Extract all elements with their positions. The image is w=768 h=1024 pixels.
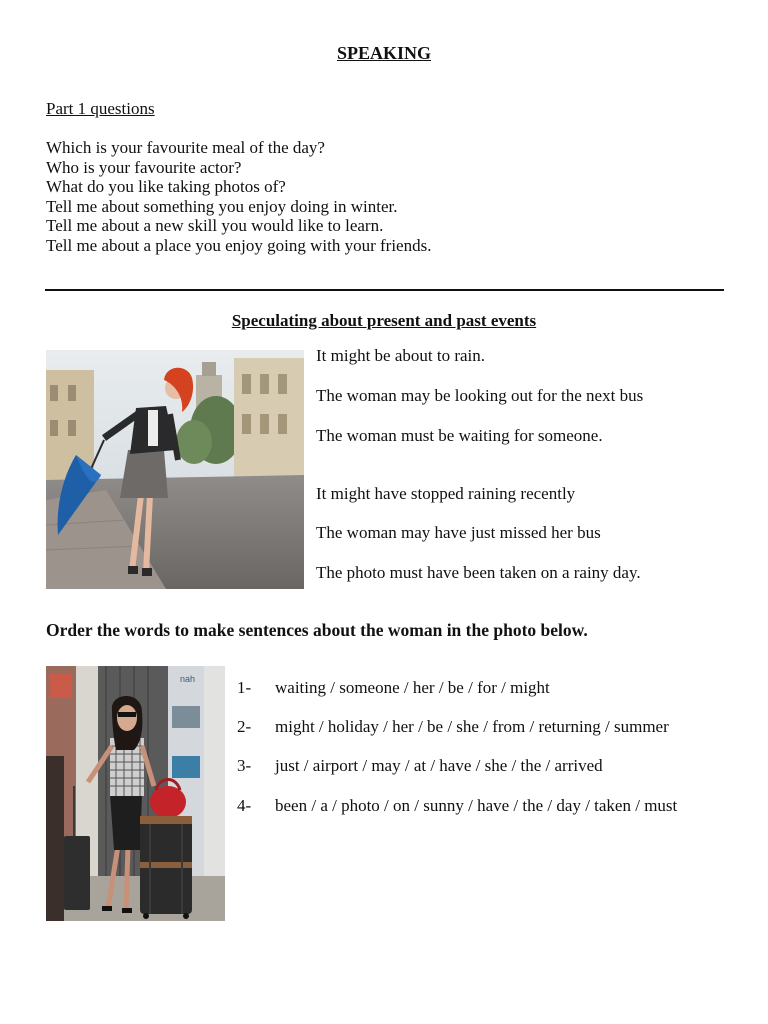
spec-sentence: It might have stopped raining recently (316, 484, 576, 503)
woman-umbrella-photo (46, 350, 304, 589)
question-item: Who is your favourite actor? (46, 157, 242, 177)
exercise-text: might / holiday / her / be / she / from / returning / summer (275, 717, 669, 736)
exercise-number: 4- (237, 796, 252, 815)
spec-sentence: The woman may be looking out for the next bus (316, 386, 644, 405)
woman-luggage-illustration (46, 666, 225, 921)
question-item: Tell me about a new skill you would like to learn. (46, 216, 384, 236)
spec-sentence: The woman may have just missed her bus (316, 523, 601, 542)
page-title: SPEAKING (336, 43, 432, 63)
exercise-number: 3- (237, 756, 252, 775)
spec-sentence: The woman must be waiting for someone. (316, 426, 603, 445)
question-item: Tell me about something you enjoy doing in winter. (46, 196, 398, 216)
sign-text: nah (180, 674, 196, 684)
woman-luggage-photo (46, 666, 225, 921)
question-item: Tell me about a place you enjoy going with your friends. (46, 235, 432, 255)
question-item: Which is your favourite meal of the day? (46, 138, 325, 157)
woman-umbrella-illustration (46, 350, 304, 589)
exercise-text: waiting / someone / her / be / for / might (275, 678, 550, 697)
speculating-heading: Speculating about present and past events (231, 311, 537, 330)
exercise-number: 2- (237, 717, 252, 736)
exercise-number: 1- (237, 678, 252, 697)
spec-sentence: The photo must have been taken on a rainy day. (316, 563, 641, 582)
exercise-text: been / a / photo / on / sunny / have / the / day / taken / must (275, 796, 678, 815)
ordering-heading: Order the words to make sentences about the woman in the photo below. (46, 620, 588, 640)
spec-sentence: It might be about to rain. (316, 346, 486, 365)
question-item: What do you like taking photos of? (46, 177, 286, 197)
section-divider (45, 289, 724, 291)
exercise-text: just / airport / may / at / have / she / the / arrived (275, 756, 603, 775)
part1-heading: Part 1 questions (46, 99, 155, 118)
part1-question-list (46, 138, 431, 256)
